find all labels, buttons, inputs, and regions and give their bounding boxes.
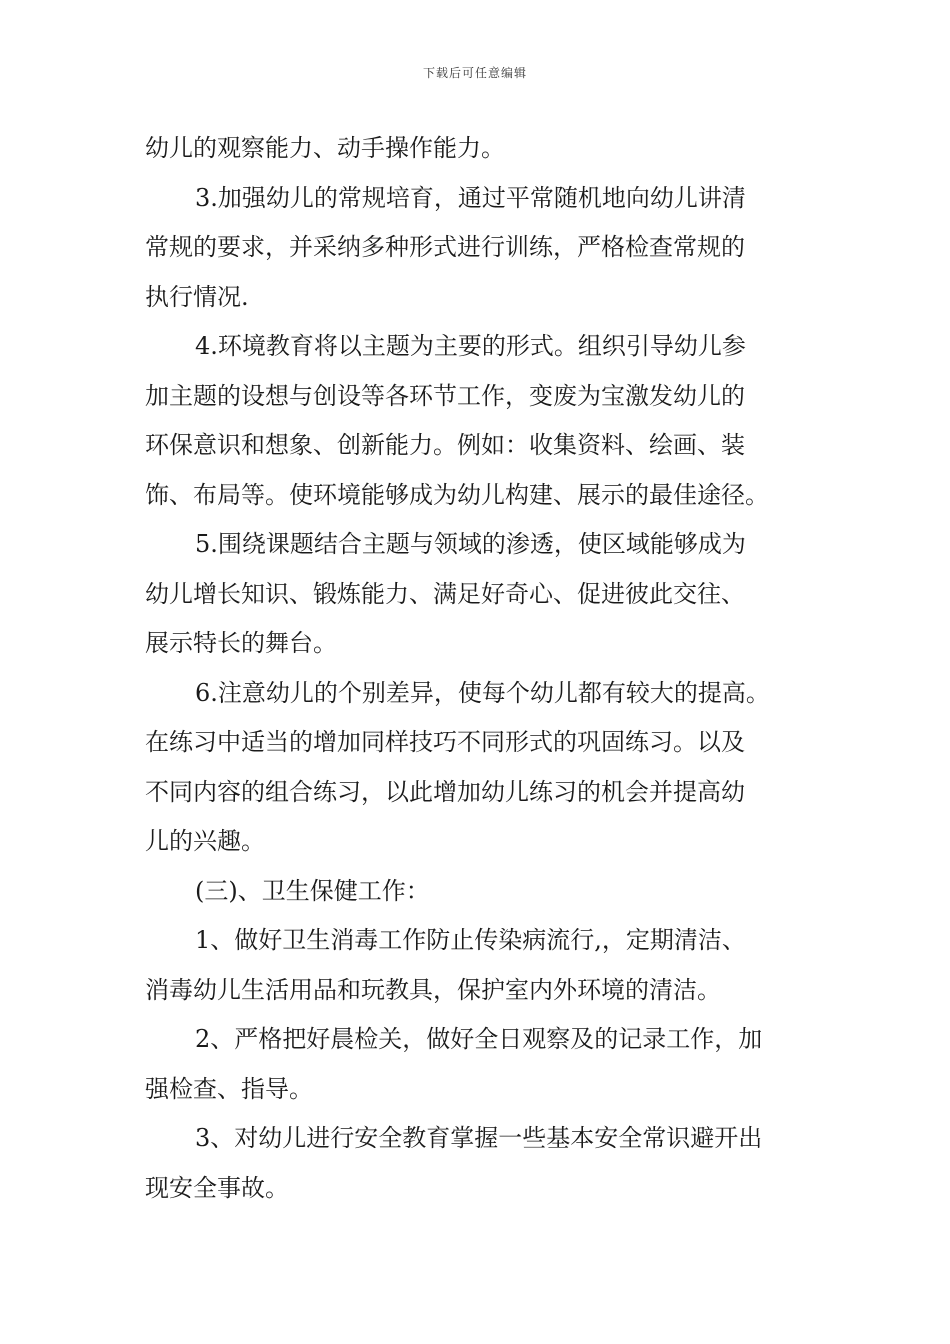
text-line: 5.围绕课题结合主题与领域的渗透，使区域能够成为	[195, 530, 746, 558]
text-line: 在练习中适当的增加同样技巧不同形式的巩固练习。以及	[145, 728, 745, 756]
text-line: 现安全事故。	[145, 1173, 289, 1202]
text-line: 3.加强幼儿的常规培育，通过平常随机地向幼儿讲清	[195, 183, 746, 212]
text-line: 幼儿增长知识、锻炼能力、满足好奇心、促进彼此交往、	[145, 579, 745, 608]
text-line: 2、严格把好晨检关，做好全日观察及的记录工作，加	[195, 1025, 763, 1053]
text-line: 环保意识和想象、创新能力。例如：收集资料、绘画、装	[145, 431, 745, 459]
text-line: 1、做好卫生消毒工作防止传染病流行,，定期清洁、	[195, 926, 746, 954]
page-header: 下载后可任意编辑	[422, 66, 527, 80]
text-line: 不同内容的组合练习，以此增加幼儿练习的机会并提高幼	[145, 777, 745, 806]
text-line: 加主题的设想与创设等各环节工作，变废为宝激发幼儿的	[145, 381, 745, 410]
text-line: 3、对幼儿进行安全教育掌握一些基本安全常识避开出	[195, 1124, 763, 1152]
text-line: 儿的兴趣。	[145, 827, 265, 855]
text-line: 执行情况.	[145, 282, 249, 311]
text-line: 消毒幼儿生活用品和玩教具，保护室内外环境的清洁。	[145, 975, 721, 1004]
section-heading: (三)、卫生保健工作：	[195, 876, 430, 905]
document-body	[145, 124, 815, 1213]
text-line: 展示特长的舞台。	[145, 629, 337, 657]
text-line: 4.环境教育将以主题为主要的形式。组织引导幼儿参	[195, 332, 746, 360]
text-line: 常规的要求，并采纳多种形式进行训练，严格检查常规的	[145, 233, 745, 261]
text-line: 6.注意幼儿的个别差异，使每个幼儿都有较大的提高。	[195, 678, 770, 707]
text-line: 强检查、指导。	[145, 1074, 313, 1103]
text-line: 饰、布局等。使环境能够成为幼儿构建、展示的最佳途径。	[145, 480, 769, 509]
text-line: 幼儿的观察能力、动手操作能力。	[145, 134, 505, 162]
